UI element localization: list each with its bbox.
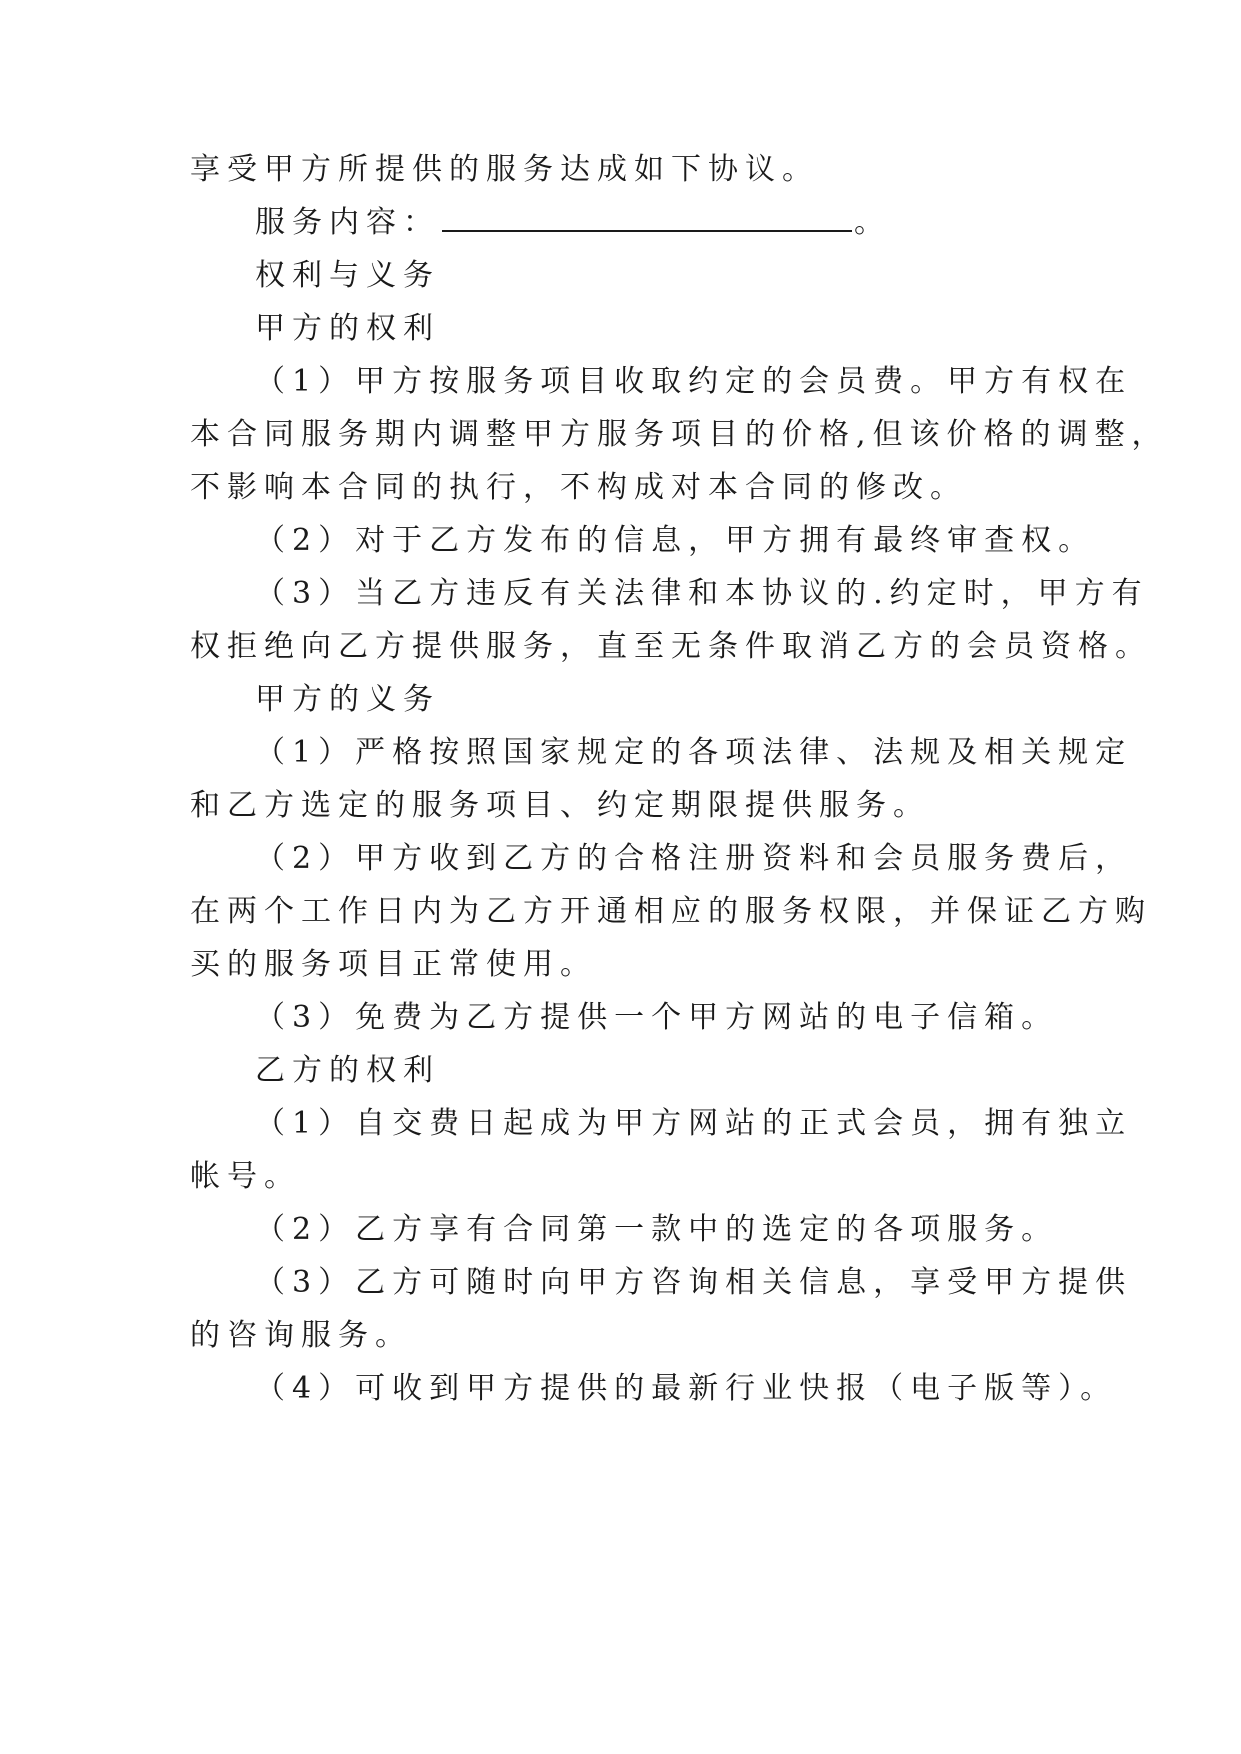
paragraph-line — [190, 1157, 1070, 1197]
heading-text: 甲方的权利 — [255, 311, 440, 346]
line-text: （2）甲方收到乙方的合格注册资料和会员服务费后， — [255, 841, 1133, 876]
line-text: 帐号。 — [190, 1159, 301, 1194]
paragraph-line — [190, 945, 1070, 985]
paragraph-line — [190, 415, 1169, 455]
line-text: 本合同服务期内调整甲方服务项目的价格,但该价格的调整， — [190, 417, 1169, 452]
line-text: 和乙方选定的服务项目、约定期限提供服务。 — [190, 788, 930, 823]
paragraph-line — [190, 150, 1070, 190]
heading-text: 甲方的义务 — [255, 682, 440, 717]
line-text: 不影响本合同的执行，不构成对本合同的修改。 — [190, 470, 967, 505]
paragraph-line — [190, 892, 1152, 932]
paragraph-line — [255, 1210, 1070, 1250]
line-text: （2）乙方享有合同第一款中的选定的各项服务。 — [255, 1212, 1059, 1247]
line-text: （3）免费为乙方提供一个甲方网站的电子信箱。 — [255, 1000, 1059, 1035]
paragraph-line — [255, 1104, 1133, 1144]
paragraph-line — [190, 627, 1152, 667]
line-text: 买的服务项目正常使用。 — [190, 947, 597, 982]
paragraph-line — [255, 1369, 1118, 1409]
line-text: （1）甲方按服务项目收取约定的会员费。甲方有权在 — [255, 364, 1133, 399]
line-text: 权拒绝向乙方提供服务，直至无条件取消乙方的会员资格。 — [190, 629, 1152, 664]
paragraph-line — [255, 733, 1133, 773]
heading-text: 权利与义务 — [255, 258, 440, 293]
paragraph-line — [255, 998, 1070, 1038]
section-heading — [255, 1051, 1070, 1091]
line-text: 在两个工作日内为乙方开通相应的服务权限，并保证乙方购 — [190, 894, 1152, 929]
paragraph-line — [190, 786, 1070, 826]
line-text: （1）严格按照国家规定的各项法律、法规及相关规定 — [255, 735, 1133, 770]
paragraph-line — [255, 1263, 1133, 1303]
line-text: （3）乙方可随时向甲方咨询相关信息，享受甲方提供 — [255, 1265, 1133, 1300]
service-content-label: 服务内容： — [255, 205, 440, 240]
section-heading — [255, 680, 1070, 720]
paragraph-line — [255, 574, 1149, 614]
line-text: （1）自交费日起成为甲方网站的正式会员，拥有独立 — [255, 1106, 1133, 1141]
heading-text: 乙方的权利 — [255, 1053, 440, 1088]
section-heading — [255, 309, 1070, 349]
line-text: （4）可收到甲方提供的最新行业快报（电子版等）。 — [255, 1371, 1118, 1406]
service-content-line — [255, 203, 1070, 243]
paragraph-line — [190, 1316, 1070, 1356]
line-text: （3）当乙方违反有关法律和本协议的.约定时，甲方有 — [255, 576, 1149, 611]
paragraph-line — [255, 362, 1133, 402]
line-text: 享受甲方所提供的服务达成如下协议。 — [190, 152, 819, 187]
paragraph-line — [190, 468, 1070, 508]
paragraph-line — [255, 839, 1133, 879]
section-heading — [255, 256, 1070, 296]
service-content-blank — [442, 228, 852, 232]
paragraph-line — [255, 521, 1096, 561]
line-text: （2）对于乙方发布的信息，甲方拥有最终审查权。 — [255, 523, 1096, 558]
service-content-end: 。 — [854, 205, 891, 240]
line-text: 的咨询服务。 — [190, 1318, 412, 1353]
